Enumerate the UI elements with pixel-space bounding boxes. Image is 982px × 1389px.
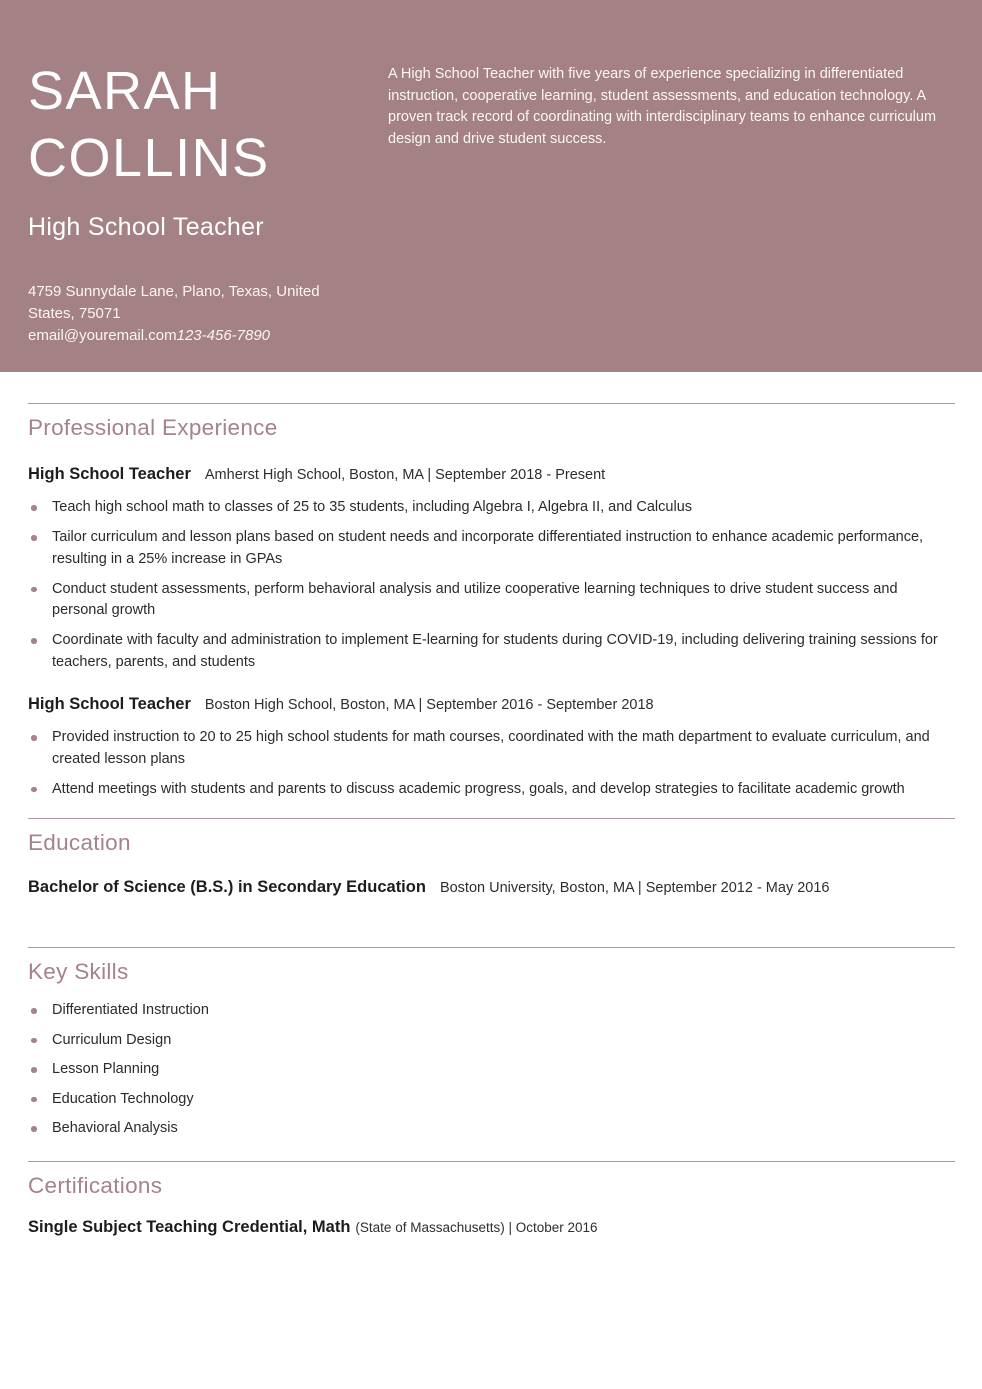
- section-title-experience: Professional Experience: [28, 415, 278, 440]
- job-title: High School Teacher: [28, 465, 191, 483]
- phone-text: 123-456-7890: [176, 327, 271, 344]
- skill-item: Education Technology: [28, 1089, 955, 1111]
- section-skills: [28, 947, 955, 1140]
- certification-meta: (State of Massachusetts) | October 2016: [355, 1219, 598, 1235]
- job-bullet: Teach high school math to classes of 25 to 35 students, including Algebra I, Algebra II, and Calculus: [28, 497, 955, 519]
- skill-item: Lesson Planning: [28, 1059, 955, 1081]
- job-bullet: Conduct student assessments, perform behavioral analysis and utilize cooperative learning techniques to drive student success and personal growth: [28, 579, 955, 622]
- job-header: [28, 464, 955, 486]
- resume-body: [0, 403, 982, 1238]
- section-title-skills: Key Skills: [28, 959, 129, 984]
- job-header: [28, 694, 955, 716]
- job-title: High School Teacher: [28, 695, 191, 713]
- job-bullet: Tailor curriculum and lesson plans based on student needs and incorporate differentiated instruction to enhance academic performance, resulting in a 25% increase in GPAs: [28, 527, 955, 570]
- section-certifications: [28, 1161, 955, 1238]
- section-divider: [28, 1161, 955, 1162]
- header-band: [0, 0, 982, 372]
- job-bullet: Coordinate with faculty and administration to implement E-learning for students during COVID-19, including delivering training sessions for teachers, parents, and students: [28, 630, 955, 673]
- skills-list: [28, 1000, 955, 1140]
- certification-line: [28, 1217, 955, 1238]
- section-title-education: Education: [28, 830, 131, 855]
- section-divider: [28, 947, 955, 948]
- profile-summary: A High School Teacher with five years of experience specializing in differentiated instruction, cooperative learning, student assessments, and education technology. A proven track record of coordinating with interdisciplinary teams to enhance curriculum design and drive student success.: [388, 66, 937, 147]
- contact-line: [28, 325, 368, 347]
- skill-item: Differentiated Instruction: [28, 1000, 955, 1022]
- job-bullet-list: [28, 727, 955, 800]
- address-line1: 4759 Sunnydale Lane, Plano, Texas, United: [28, 283, 320, 300]
- contact-block: [28, 281, 368, 347]
- job-bullet: Provided instruction to 20 to 25 high school students for math courses, coordinated with the math department to evaluate curriculum, and created lesson plans: [28, 727, 955, 770]
- skill-item: Behavioral Analysis: [28, 1118, 955, 1140]
- section-divider: [28, 403, 955, 404]
- section-experience: [28, 403, 955, 800]
- section-divider: [28, 818, 955, 819]
- job-meta: Amherst High School, Boston, MA | September 2018 - Present: [204, 467, 606, 483]
- header-identity: [28, 58, 368, 347]
- job-meta: Boston High School, Boston, MA | September 2016 - September 2018: [204, 697, 654, 713]
- skill-item: Curriculum Design: [28, 1030, 955, 1052]
- person-name: [28, 58, 368, 192]
- degree-line: [28, 877, 955, 899]
- section-education: [28, 818, 955, 899]
- address-line2: States, 75071: [28, 305, 121, 322]
- person-name-line1: SARAH: [28, 61, 222, 121]
- degree-title: Bachelor of Science (B.S.) in Secondary Education: [28, 878, 426, 896]
- degree-meta: Boston University, Boston, MA | September 2012 - May 2016: [439, 880, 830, 896]
- person-name-line2: COLLINS: [28, 128, 270, 188]
- section-title-certifications: Certifications: [28, 1172, 163, 1198]
- person-job-title: High School Teacher: [28, 213, 264, 241]
- job-bullet-list: [28, 497, 955, 673]
- email-text: email@youremail.com: [28, 327, 177, 344]
- certification-name: Single Subject Teaching Credential, Math: [28, 1217, 351, 1236]
- job-bullet: Attend meetings with students and parents to discuss academic progress, goals, and develop strategies to facilitate academic growth: [28, 779, 955, 801]
